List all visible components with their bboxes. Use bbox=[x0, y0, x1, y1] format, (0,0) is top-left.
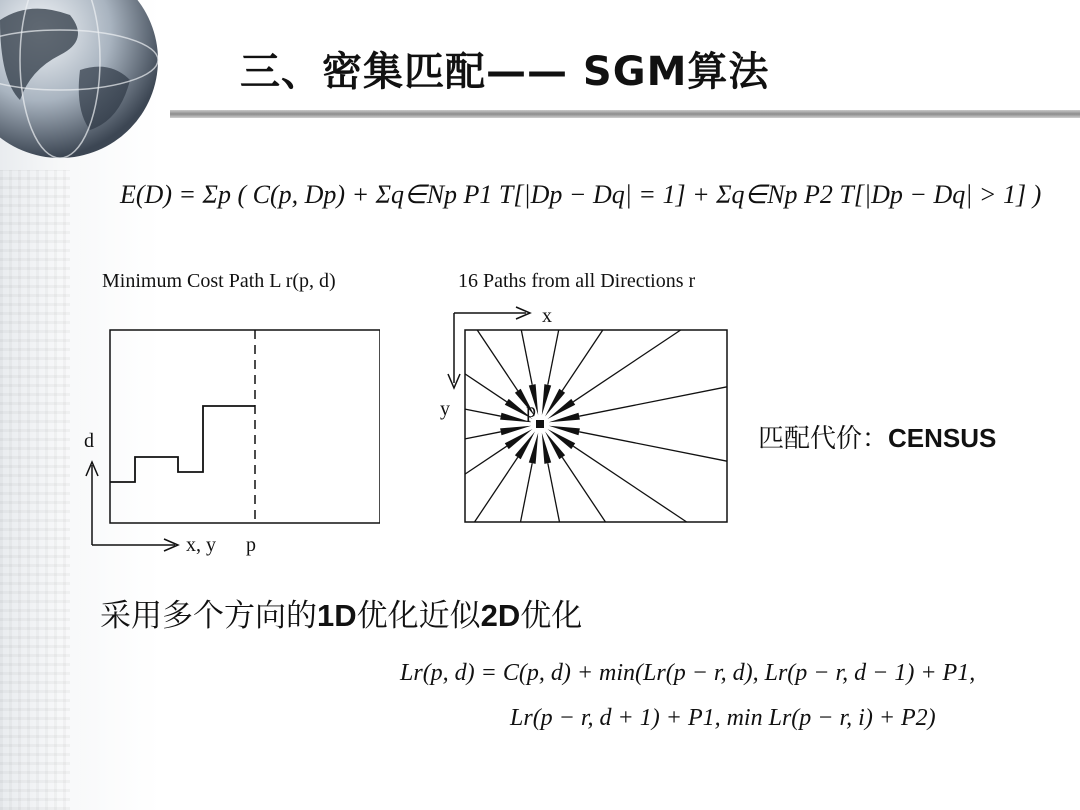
center-pixel bbox=[536, 420, 544, 428]
direction-ray bbox=[521, 330, 532, 385]
cost-path-line bbox=[110, 406, 255, 482]
side-decoration bbox=[0, 170, 70, 810]
direction-ray bbox=[465, 432, 501, 439]
energy-formula: E(D) = Σp ( C(p, Dp) + Σq∈Np P1 T[|Dp − Dq| = 1] + Σq∈Np P2 T[|Dp − Dq| > 1] ) bbox=[120, 180, 1042, 209]
direction-ray bbox=[548, 463, 560, 522]
direction-ray bbox=[465, 409, 501, 416]
sentence-part-e: 优化 bbox=[520, 598, 583, 634]
recursion-formula-line2: Lr(p − r, d + 1) + P1, min Lr(p − r, i) + P2) bbox=[510, 705, 936, 731]
d-axis-label: d bbox=[84, 430, 94, 452]
matching-cost-prefix: 匹配代价： bbox=[758, 424, 889, 454]
slide-title: 三、密集匹配—— SGM算法 bbox=[240, 49, 770, 95]
direction-rays bbox=[465, 330, 727, 522]
y-direction-label: y bbox=[440, 398, 450, 420]
xy-axis-label: x, y bbox=[186, 534, 216, 556]
direction-ray bbox=[475, 457, 518, 522]
sentence-part-1d: 1D bbox=[317, 598, 357, 633]
globe-icon bbox=[0, 0, 160, 160]
title-divider bbox=[170, 110, 1080, 118]
sentence-part-2d: 2D bbox=[480, 598, 521, 633]
direction-ray bbox=[562, 457, 605, 522]
recursion-formula-line1: Lr(p, d) = C(p, d) + min(Lr(p − r, d), Lr(p − r, d − 1) + P1, bbox=[400, 660, 976, 686]
direction-ray bbox=[548, 330, 559, 385]
matching-cost-text bbox=[758, 418, 996, 455]
p-axis-label: p bbox=[246, 534, 256, 556]
direction-ray bbox=[573, 446, 686, 522]
direction-ray bbox=[477, 330, 518, 391]
sentence-part-a: 采用多个方向的 bbox=[100, 598, 317, 634]
direction-ray bbox=[465, 374, 507, 402]
direction-ray bbox=[465, 446, 507, 474]
direction-ray bbox=[573, 330, 680, 402]
cost-path-frame bbox=[110, 330, 380, 523]
right-diagram-caption: 16 Paths from all Directions r bbox=[458, 270, 696, 292]
matching-cost-value: CENSUS bbox=[888, 423, 997, 453]
direction-ray bbox=[521, 463, 533, 522]
minimum-cost-path-diagram bbox=[80, 300, 380, 570]
sixteen-paths-diagram bbox=[430, 298, 740, 538]
sentence-part-c: 优化近似 bbox=[356, 598, 481, 634]
x-direction-label: x bbox=[542, 305, 552, 327]
approximation-sentence bbox=[100, 590, 582, 635]
direction-ray bbox=[579, 387, 727, 416]
direction-ray bbox=[562, 330, 603, 391]
direction-ray bbox=[579, 432, 727, 461]
center-point-label: p bbox=[526, 400, 536, 422]
left-diagram-caption: Minimum Cost Path L r(p, d) bbox=[102, 270, 336, 292]
paths-frame bbox=[465, 330, 727, 522]
